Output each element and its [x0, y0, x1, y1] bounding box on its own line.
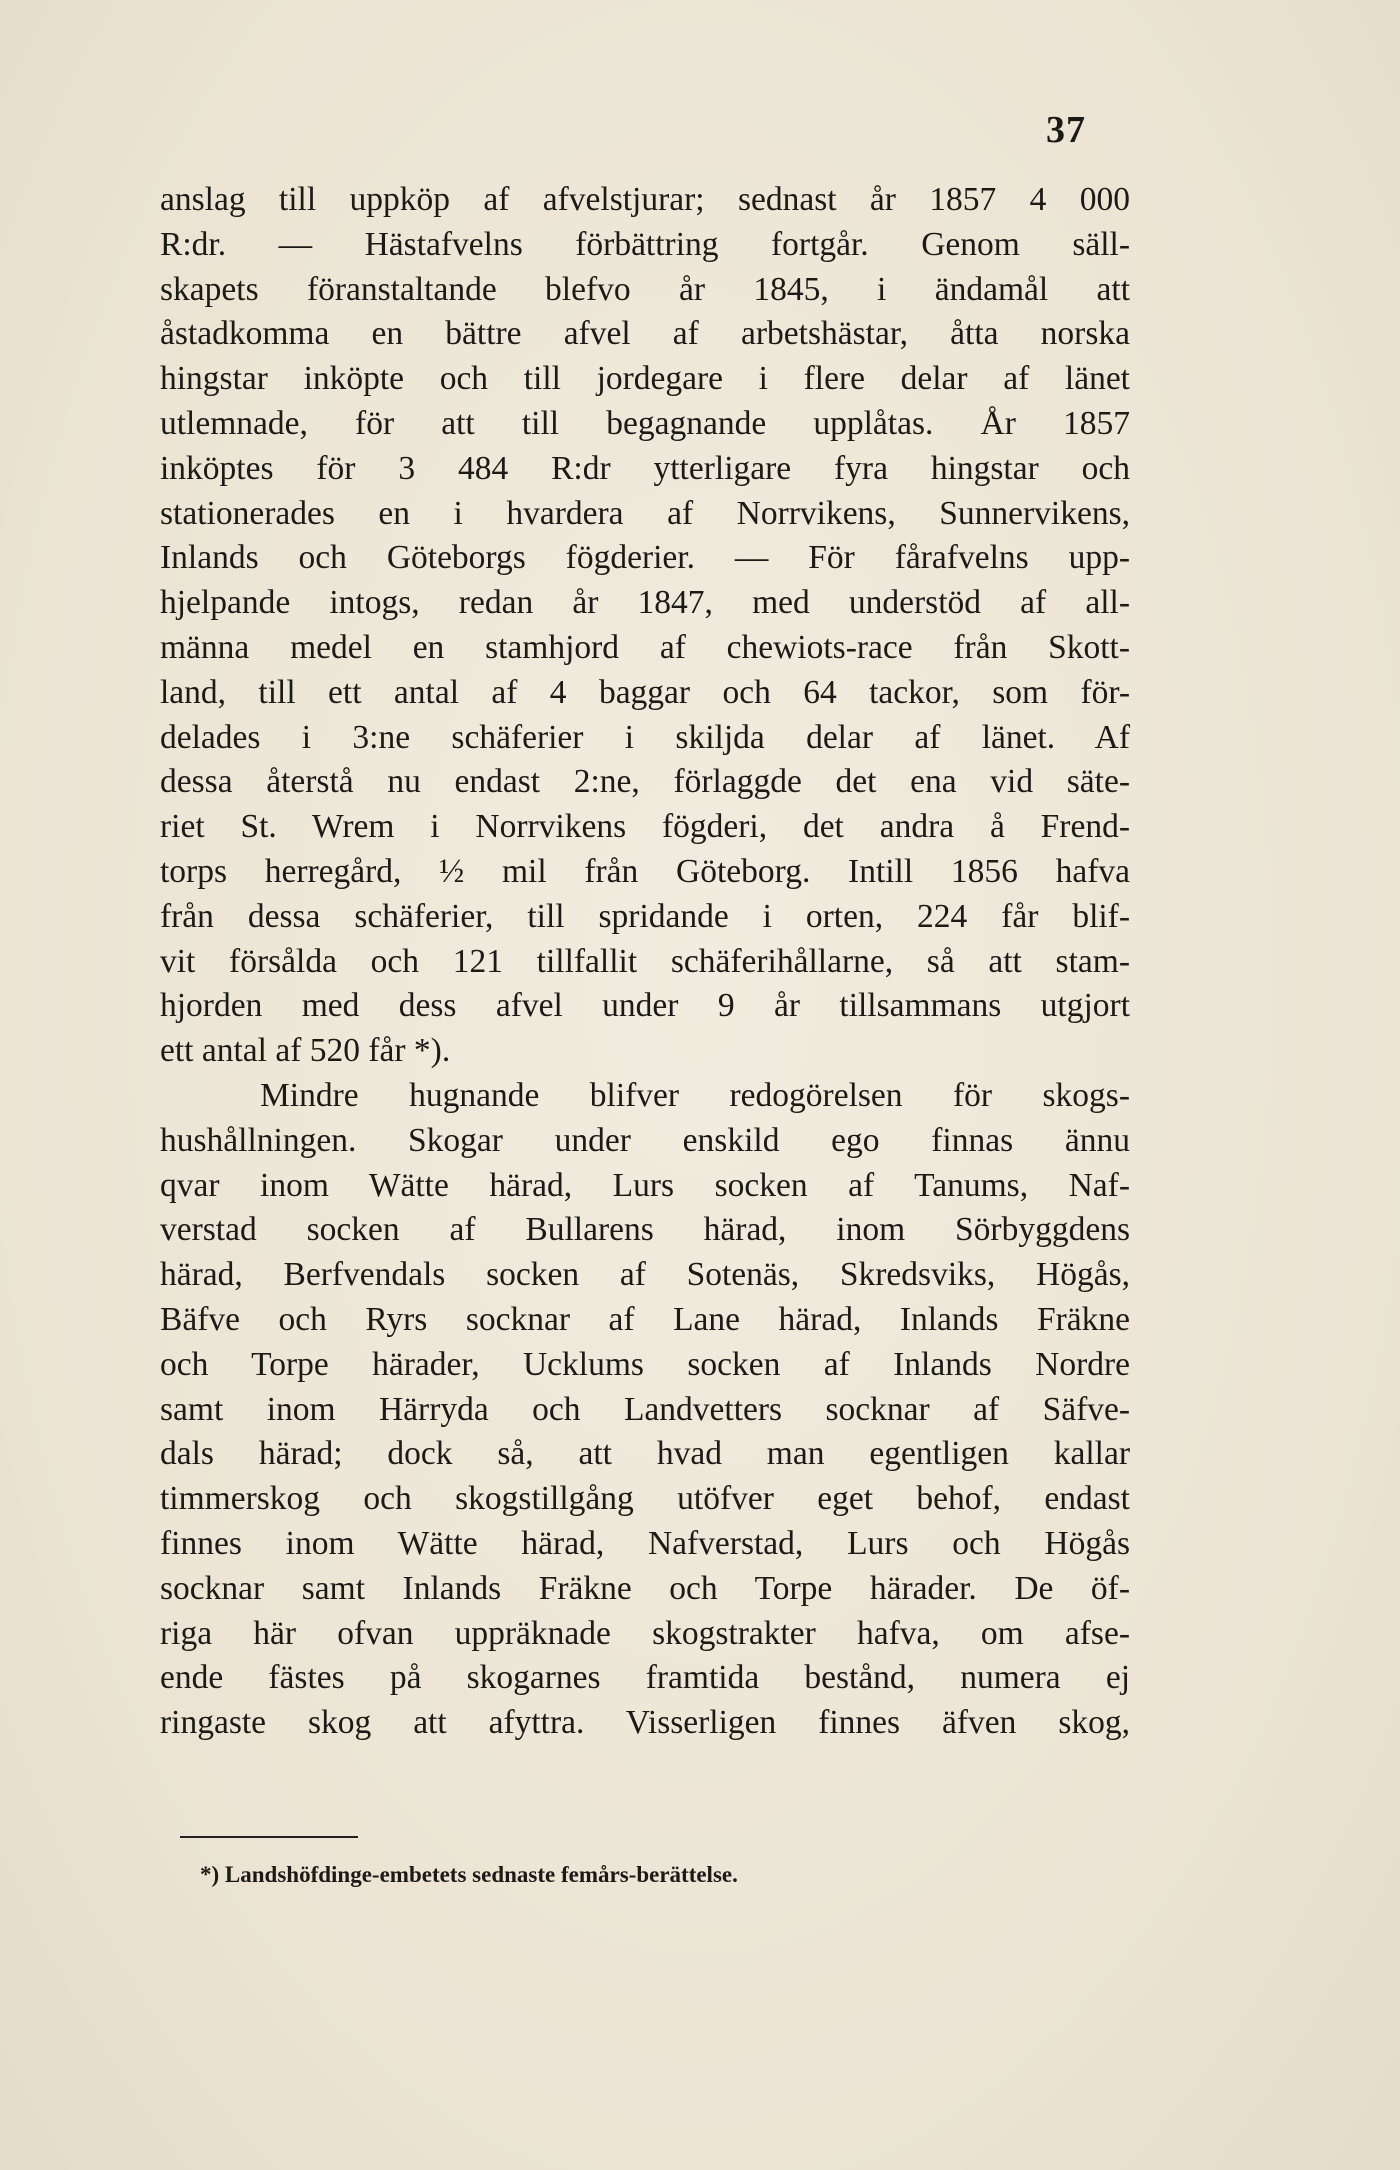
text-line: dals härad; dock så, att hvad man egentligen kallar [160, 1435, 1130, 1473]
text-line: timmerskog och skogstillgång utöfver eget behof, endast [160, 1480, 1130, 1518]
text-line: riga här ofvan uppräknade skogstrakter hafva, om afse- [160, 1614, 1130, 1652]
text-line: dessa återstå nu endast 2:ne, förlaggde det ena vid säte- [160, 763, 1130, 801]
text-line: och Torpe härader, Ucklums socken af Inlands Nordre [160, 1345, 1130, 1383]
text-line: hjorden med dess afvel under 9 år tillsammans utgjort [160, 987, 1130, 1025]
text-line: männa medel en stamhjord af chewiots-race från Skott- [160, 628, 1130, 666]
text-line: torps herregård, ½ mil från Göteborg. Intill 1856 hafva [160, 852, 1130, 890]
text-line: skapets föranstaltande blefvo år 1845, i ändamål att [160, 270, 1130, 308]
text-line: delades i 3:ne schäferier i skiljda delar af länet. Af [160, 718, 1130, 756]
text-line: hushållningen. Skogar under enskild ego finnas ännu [160, 1121, 1130, 1159]
footnote: *) Landshöfdinge-embetets sednaste femårs-berättelse. [200, 1862, 738, 1887]
text-line: vit försålda och 121 tillfallit schäferihållarne, så att stam- [160, 942, 1130, 980]
text-line: R:dr. — Hästafvelns förbättring fortgår. Genom säll- [160, 225, 1130, 263]
text-line: verstad socken af Bullarens härad, inom Sörbyggdens [160, 1211, 1130, 1249]
text-line: finnes inom Wätte härad, Nafverstad, Lurs och Högås [160, 1524, 1130, 1562]
text-line: stationerades en i hvardera af Norrvikens, Sunnervikens, [160, 494, 1130, 532]
text-line: qvar inom Wätte härad, Lurs socken af Tanums, Naf- [160, 1166, 1130, 1204]
text-line: hingstar inköpte och till jordegare i flere delar af länet [160, 360, 1130, 398]
text-line: ett antal af 520 får *). [160, 1032, 451, 1070]
text-line: åstadkomma en bättre afvel af arbetshästar, åtta norska [160, 315, 1130, 353]
text-line: hjelpande intogs, redan år 1847, med understöd af all- [160, 584, 1130, 622]
text-line: ende fästes på skogarnes framtida bestånd, numera ej [160, 1659, 1130, 1697]
text-line: Bäfve och Ryrs socknar af Lane härad, Inlands Fräkne [160, 1300, 1130, 1338]
text-line: från dessa schäferier, till spridande i orten, 224 får blif- [160, 897, 1130, 935]
text-line: anslag till uppköp af afvelstjurar; sednast år 1857 4 000 [160, 181, 1130, 218]
text-line: Inlands och Göteborgs fögderier. — För fårafvelns upp- [160, 539, 1130, 577]
footnote-divider [180, 1836, 358, 1838]
text-line: inköptes för 3 484 R:dr ytterligare fyra hingstar och [160, 449, 1130, 487]
text-line: utlemnade, för att till begagnande upplåtas. År 1857 [160, 404, 1130, 442]
text-line-paragraph-start: Mindre hugnande blifver redogörelsen för skogs- [260, 1076, 1130, 1114]
page-number: 37 [1046, 109, 1086, 151]
text-line: samt inom Härryda och Landvetters socknar af Säfve- [160, 1390, 1130, 1428]
body-text [160, 178, 1130, 1746]
text-line: ringaste skog att afyttra. Visserligen finnes äfven skog, [160, 1704, 1130, 1742]
text-line: riet St. Wrem i Norrvikens fögderi, det andra å Frend- [160, 808, 1130, 846]
text-line: socknar samt Inlands Fräkne och Torpe härader. De öf- [160, 1569, 1130, 1607]
text-line: land, till ett antal af 4 baggar och 64 tackor, som för- [160, 673, 1130, 711]
text-line: härad, Berfvendals socken af Sotenäs, Skredsviks, Högås, [160, 1256, 1130, 1294]
